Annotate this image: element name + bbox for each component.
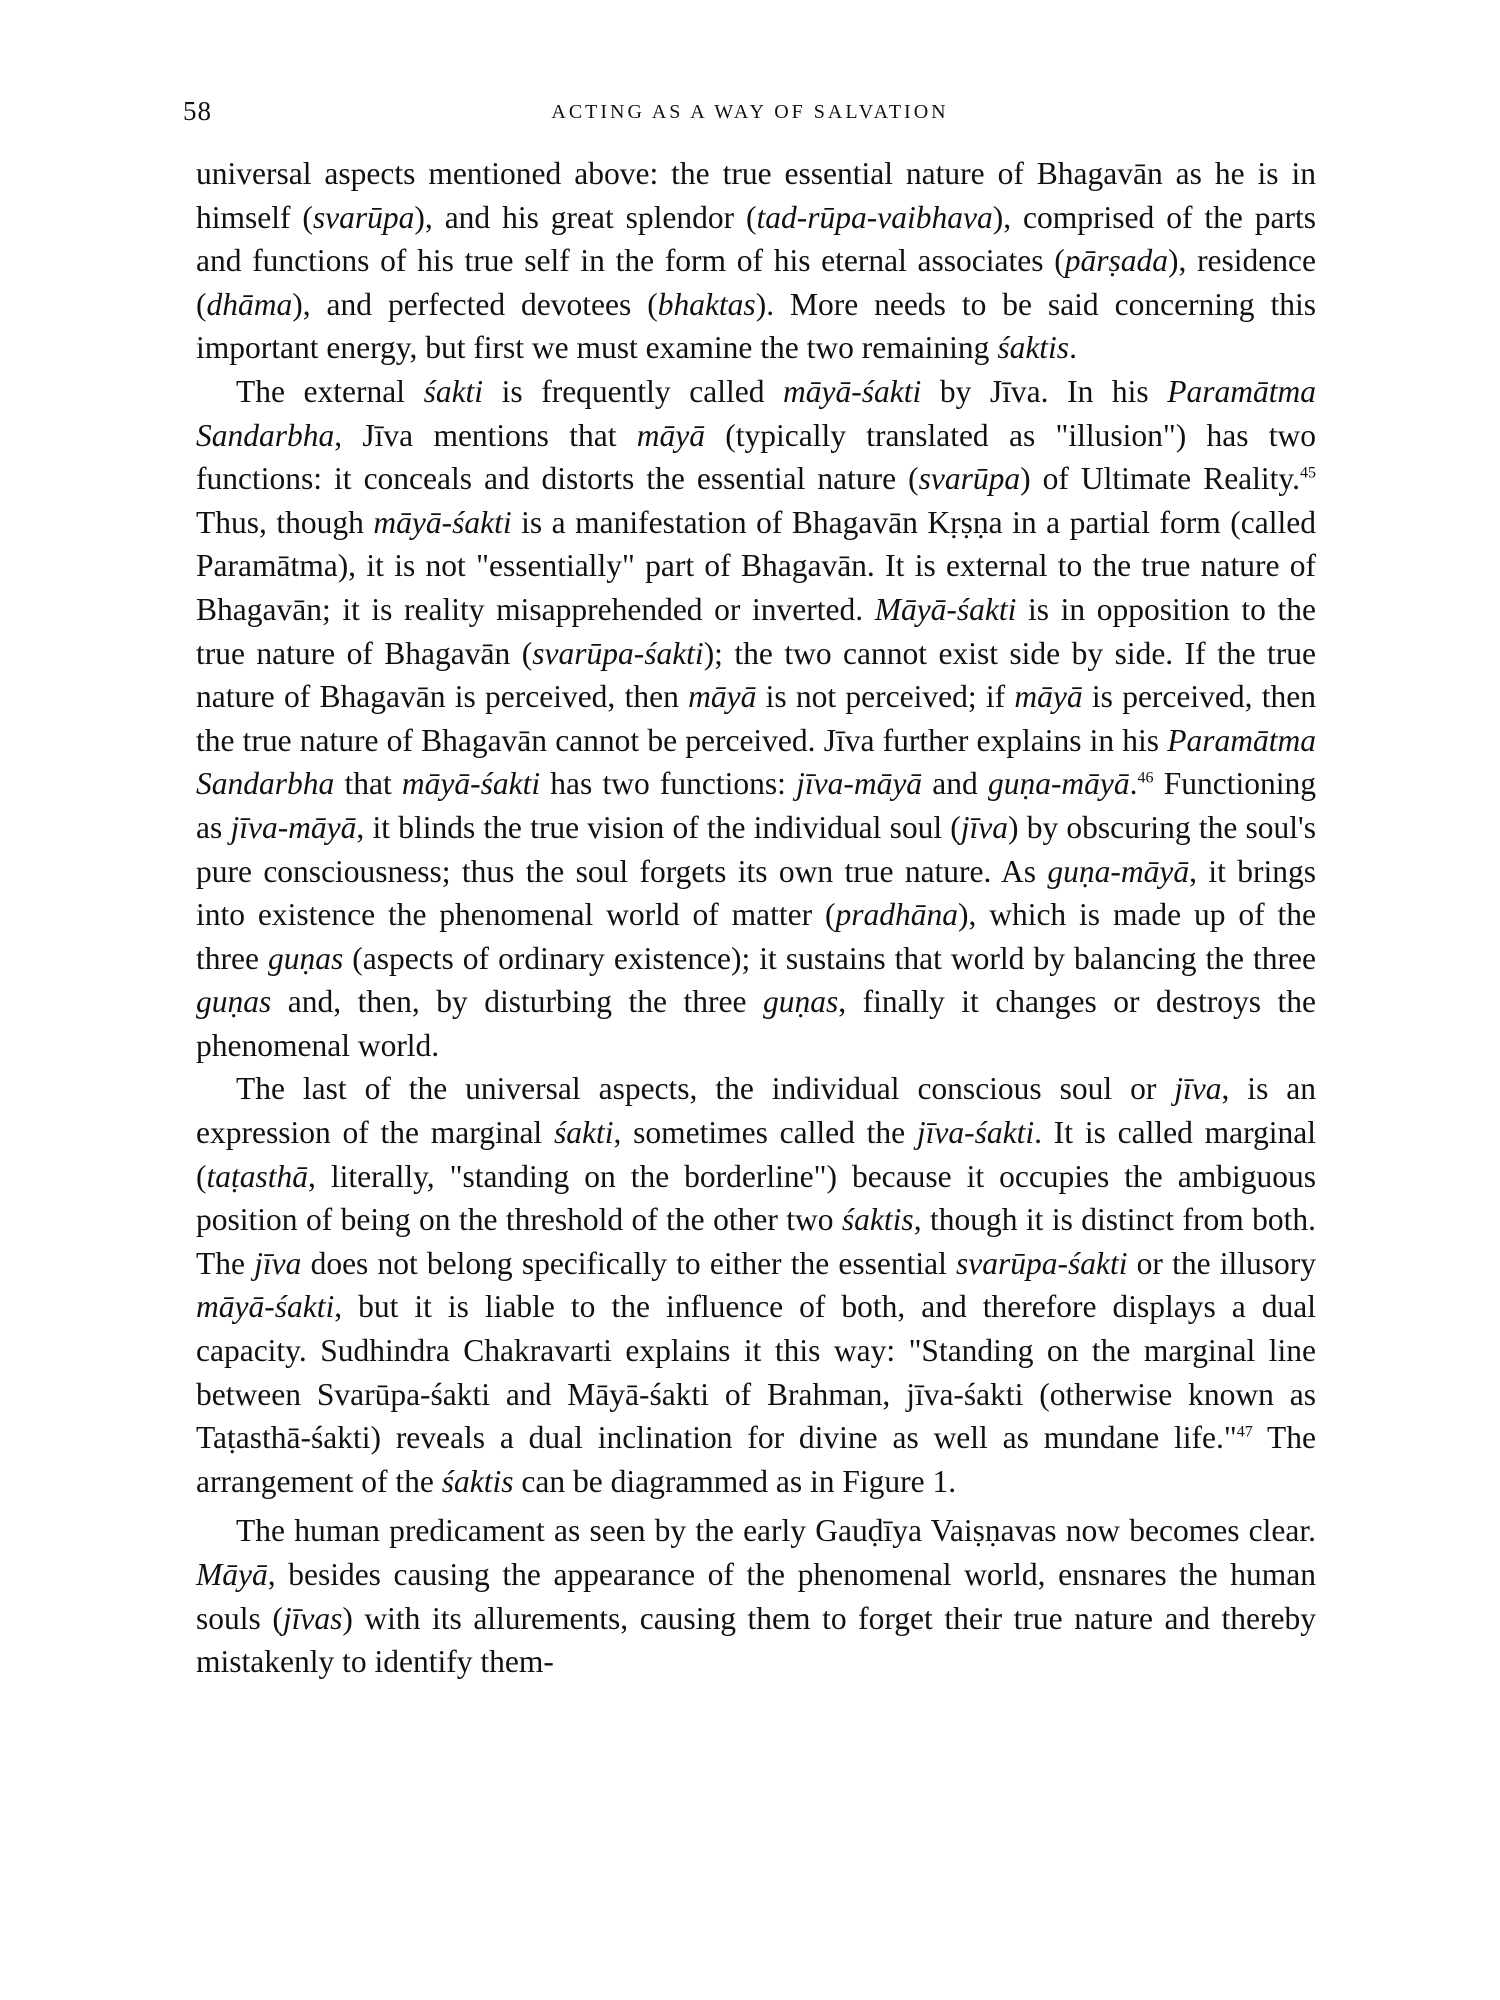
italic-term: jīva-māyā bbox=[230, 809, 357, 845]
text-run: ), comprised of the parts and functions of his true self in the form of his eternal associates ( bbox=[196, 199, 1316, 279]
text-run: and, then, by disturbing the three bbox=[271, 984, 763, 1020]
text-run: , sometimes called the bbox=[613, 1115, 917, 1151]
italic-term: guṇas bbox=[762, 984, 839, 1020]
italic-term: jīva bbox=[254, 1245, 302, 1281]
italic-term: pārṣada bbox=[1064, 243, 1168, 279]
italic-term: śakti bbox=[553, 1115, 614, 1151]
text-run: has two functions: bbox=[540, 766, 797, 802]
text-run: or the illusory bbox=[1127, 1245, 1316, 1281]
footnote-ref: 47 bbox=[1236, 1423, 1253, 1441]
text-run: The human predicament as seen by the early Gauḍīya Vaiṣṇavas now becomes clear. bbox=[236, 1513, 1316, 1549]
text-run: Thus, though bbox=[196, 504, 374, 540]
italic-term: Māyā bbox=[196, 1557, 268, 1592]
italic-term: māyā-śakti bbox=[373, 504, 512, 540]
text-run: and bbox=[922, 766, 988, 802]
body-text bbox=[196, 152, 1316, 1684]
text-run: can be diagrammed as in Figure 1. bbox=[513, 1463, 957, 1499]
text-run: , is an expression of the marginal bbox=[196, 1071, 1316, 1151]
italic-term: svarūpa bbox=[918, 461, 1021, 497]
text-run: The last of the universal aspects, the individual conscious soul or bbox=[236, 1071, 1175, 1107]
italic-term: tad-rūpa-vaibhava bbox=[756, 199, 993, 235]
italic-term: svarūpa-śakti bbox=[532, 635, 704, 671]
italic-term: pradhāna bbox=[835, 897, 958, 933]
text-run: ), and his great splendor ( bbox=[414, 199, 757, 235]
italic-term: guṇas bbox=[196, 984, 272, 1020]
text-run: The arrangement of the bbox=[196, 1420, 1316, 1499]
italic-term: guṇa-māyā bbox=[1047, 853, 1190, 889]
text-run: The external bbox=[236, 373, 424, 409]
text-run: is not perceived; if bbox=[756, 679, 1015, 715]
italic-term: māyā-śakti bbox=[783, 373, 922, 409]
paragraph bbox=[196, 1509, 1316, 1683]
italic-term: jīva bbox=[1174, 1071, 1222, 1107]
italic-term: jīva-śakti bbox=[916, 1115, 1035, 1151]
text-run: ), and perfected devotees ( bbox=[292, 286, 658, 322]
italic-term: śaktis bbox=[841, 1202, 914, 1238]
italic-term: jīva bbox=[960, 809, 1009, 845]
paragraph bbox=[196, 152, 1316, 370]
italic-term: jīvas bbox=[282, 1600, 343, 1636]
italic-term: māyā bbox=[636, 417, 705, 453]
running-head-title: ACTING AS A WAY OF SALVATION bbox=[551, 101, 949, 123]
italic-term: śaktis bbox=[997, 330, 1070, 366]
italic-term: svarūpa-śakti bbox=[956, 1245, 1128, 1281]
italic-term: guṇa-māyā bbox=[987, 766, 1130, 802]
italic-term: taṭasthā bbox=[206, 1158, 309, 1194]
text-run: . bbox=[1069, 330, 1077, 366]
text-run: ) of Ultimate Reality. bbox=[1020, 461, 1300, 497]
text-run: is perceived, then the true nature of Bhagavān cannot be perceived. Jīva further explains in his bbox=[196, 679, 1316, 758]
italic-term: māyā bbox=[1014, 679, 1083, 715]
text-run: ), residence ( bbox=[196, 243, 1316, 322]
italic-term: jīva-māyā bbox=[796, 766, 923, 802]
text-run: , but it is liable to the influence of both, and therefore displays a dual capacity. Sudhindra Chakravarti explains it this way: "Standing on the marginal line between Svarūpa-śakti and Māyā-śakti of Brahman, jīva-śakti (otherwise known as Taṭasthā-śakti) reveals a dual inclination for divine as well as mundane life." bbox=[196, 1289, 1316, 1456]
italic-term: māyā bbox=[688, 679, 757, 715]
text-run: , though it is distinct from both. The bbox=[196, 1202, 1316, 1281]
text-run: , it blinds the true vision of the individual soul ( bbox=[356, 809, 961, 845]
italic-term: Paramātma Sandarbha bbox=[196, 722, 1316, 802]
running-head bbox=[0, 96, 1500, 136]
paragraph bbox=[196, 370, 1316, 1068]
italic-term: svarūpa bbox=[312, 199, 415, 235]
text-run: is in opposition to the true nature of Bhagavān ( bbox=[196, 591, 1316, 671]
text-run: ), which is made up of the three bbox=[196, 897, 1317, 976]
text-run: is frequently called bbox=[483, 373, 784, 409]
text-run: (typically translated as "illusion") has two functions: it conceals and distorts the essential nature ( bbox=[196, 417, 1316, 497]
text-run: by Jīva. In his bbox=[921, 373, 1168, 409]
paragraph bbox=[196, 1067, 1316, 1503]
text-run: , Jīva mentions that bbox=[334, 417, 637, 453]
text-run: ) by obscuring the soul's pure consciousness; thus the soul forgets its own true nature. As bbox=[196, 809, 1316, 889]
text-run: , literally, "standing on the borderline") because it occupies the ambiguous position of being on the threshold of the other two bbox=[196, 1158, 1316, 1238]
footnote-ref: 46 bbox=[1137, 769, 1154, 787]
text-run: that bbox=[334, 766, 402, 802]
text-run: . It is called marginal ( bbox=[196, 1115, 1316, 1194]
text-run: (aspects of ordinary existence); it sustains that world by balancing the three bbox=[343, 940, 1316, 976]
text-run: . bbox=[1129, 766, 1138, 802]
italic-term: Paramātma Sandarbha bbox=[196, 373, 1316, 453]
italic-term: guṇas bbox=[268, 940, 344, 976]
italic-term: dhāma bbox=[206, 286, 293, 322]
text-run: is a manifestation of Bhagavān Kṛṣṇa in a partial form (called Paramātma), it is not "essentially" part of Bhagavān. It is external to the true nature of Bhagavān; it is reality misapprehended or inverted. bbox=[196, 504, 1316, 627]
page-number: 58 bbox=[183, 96, 212, 126]
italic-term: bhaktas bbox=[657, 286, 756, 322]
text-run: , it brings into existence the phenomenal world of matter ( bbox=[196, 853, 1316, 933]
italic-term: śaktis bbox=[441, 1463, 514, 1499]
text-run: ). More needs to be said concerning this important energy, but first we must examine the two remaining bbox=[196, 286, 1316, 366]
text-run: universal aspects mentioned above: the true essential nature of Bhagavān as he is in himself ( bbox=[196, 156, 1316, 235]
text-run: , finally it changes or destroys the phenomenal world. bbox=[196, 984, 1316, 1063]
italic-term: Māyā-śakti bbox=[874, 591, 1017, 627]
text-run: Functioning as bbox=[196, 766, 1316, 845]
italic-term: māyā-śakti bbox=[196, 1289, 335, 1325]
text-run: , besides causing the appearance of the phenomenal world, ensnares the human souls ( bbox=[196, 1557, 1316, 1636]
text-run: ); the two cannot exist side by side. If the true nature of Bhagavān is perceived, then bbox=[196, 635, 1316, 715]
footnote-ref: 45 bbox=[1300, 464, 1316, 482]
text-run: ) with its allurements, causing them to forget their true nature and thereby mistakenly to identify them- bbox=[196, 1600, 1317, 1680]
text-run: does not belong specifically to either the essential bbox=[301, 1245, 957, 1281]
italic-term: māyā-śakti bbox=[401, 766, 541, 802]
italic-term: śakti bbox=[423, 373, 484, 409]
